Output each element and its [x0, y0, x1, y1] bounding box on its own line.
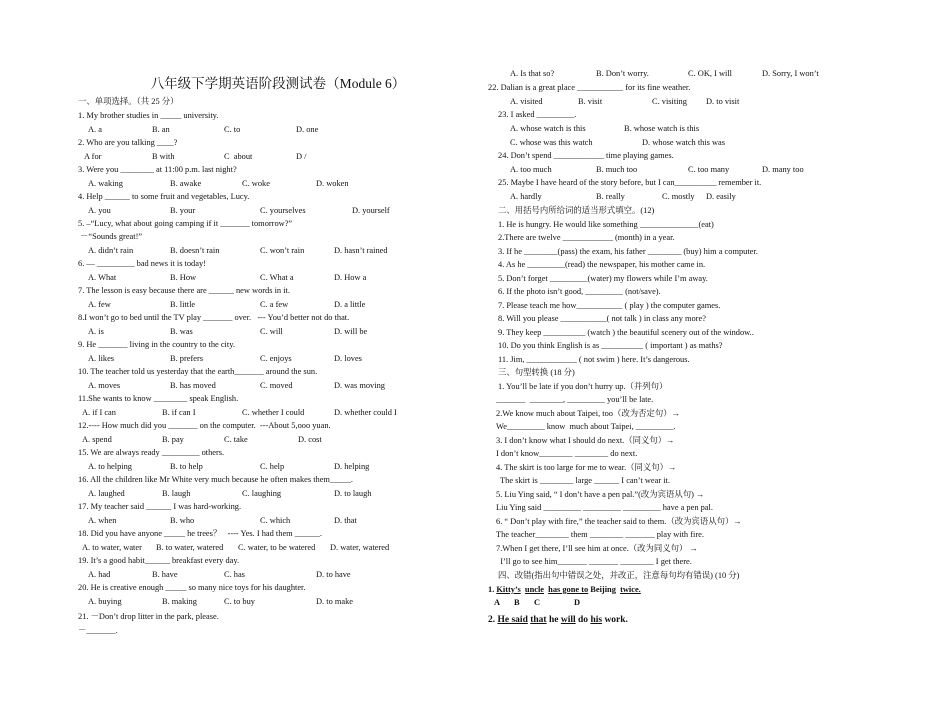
question-19: 19. It’s a good habit______ breakfast every day. [78, 556, 240, 565]
error-1-part-c: has gone to [548, 585, 589, 594]
q10-option-b: B. has moved [170, 381, 216, 390]
q4-option-d: D. yourself [352, 206, 390, 215]
section-1-heading: 一、单项选择。（共 25 分） [78, 97, 179, 106]
error-1-mark-d: D [574, 598, 581, 607]
q8-option-d: D. will be [334, 327, 368, 336]
question-21: 21. －Don’t drop litter in the park, please. [78, 612, 219, 621]
q24-option-a: A. too much [510, 165, 552, 174]
q5-option-b: B. doesn’t rain [170, 246, 220, 255]
q16-option-c: C. laughing [242, 489, 282, 498]
error-correction-2 [488, 615, 628, 626]
error-1-part-a: Kitty’s [496, 585, 521, 594]
q21-option-c: C. OK, I will [688, 69, 732, 78]
q19-option-a: A. had [88, 570, 111, 579]
q4-option-b: B. your [170, 206, 196, 215]
section-4-heading: 四、改错(指出句中错误之处，并改正，注意每句均有错误) (10 分) [498, 571, 740, 580]
q10-option-a: A. moves [88, 381, 121, 390]
q25-option-b: B. really [596, 192, 625, 201]
q7-option-c: C. a few [260, 300, 289, 309]
error-1-mark-a: A [494, 598, 501, 607]
error-2-part-a: He said [497, 615, 528, 625]
q5-option-c: C. won’t rain [260, 246, 305, 255]
error-1-number: 1. [488, 585, 495, 594]
transform-3: 3. I don’t know what I should do next.（同义句）→ [496, 436, 675, 445]
q8-option-b: B. was [170, 327, 193, 336]
q21-option-b: B. Don’t worry. [596, 69, 649, 78]
question-9: 9. He _______ living in the country to the city. [78, 340, 235, 349]
question-16: 16. All the children like Mr White very much because he often makes them_____. [78, 475, 353, 484]
q22-option-c: C. visiting [652, 97, 687, 106]
question-1: 1. My brother studies in _____ university. [78, 111, 219, 120]
transform-1: 1. You’ll be late if you don’t hurry up.（并列句） [498, 382, 668, 391]
error-2-part-d: his [590, 615, 603, 625]
q17-option-a: A. when [88, 516, 117, 525]
q8-option-a: A. is [88, 327, 104, 336]
q16-option-b: B. laugh [162, 489, 191, 498]
q18-option-c: C. water, to be watered [238, 543, 316, 552]
q3-option-d: D. woken [316, 179, 349, 188]
q3-option-b: B. awake [170, 179, 202, 188]
q3-option-c: C. woke [242, 179, 270, 188]
question-5: 5. –“Lucy, what about going camping if it _______ tomorrow?” [78, 219, 293, 228]
q1-option-b: B. an [152, 125, 170, 134]
transform-5: 5. Liu Ying said, “ I don’t have a pen pal.”(改为宾语从句) → [496, 490, 705, 499]
question-22: 22. Dalian is a great place ___________ for its fine weather. [488, 83, 691, 92]
q17-option-d: D. that [334, 516, 357, 525]
q24-option-c: C. too many [688, 165, 730, 174]
error-2-word-do: do [578, 615, 589, 625]
q11-option-c: C. whether I could [242, 408, 305, 417]
q12-option-d: D. cost [298, 435, 322, 444]
section-2-heading: 二、用括号内所给词的适当形式填空。(12) [498, 206, 655, 215]
q18-option-b: B. to water, watered [156, 543, 224, 552]
q6-option-b: B. How [170, 273, 197, 282]
q9-option-c: C. enjoys [260, 354, 292, 363]
fill-6: 6. If the photo isn’t good, _________ (not/save). [498, 287, 661, 296]
q21-option-a: A. Is that so? [510, 69, 555, 78]
q5-option-d: D. hasn’t rained [334, 246, 388, 255]
transform-7: 7.When I get there, I’ll see him at once.（改为同义句） → [496, 544, 698, 553]
question-17: 17. My teacher said ______ I was hard-working. [78, 502, 242, 511]
fill-4: 4. As he _________(read) the newspaper, his mother came in. [498, 260, 706, 269]
q8-option-c: C. will [260, 327, 283, 336]
question-10: 10. The teacher told us yesterday that the earth_______ around the sun. [78, 367, 318, 376]
q2-option-b: B with [152, 152, 175, 161]
question-5-reply: －“Sounds great!” [80, 232, 143, 241]
q17-option-c: C. which [260, 516, 291, 525]
q15-option-a: A. to helping [88, 462, 132, 471]
q23-option-d: D. whose watch this was [642, 138, 726, 147]
q12-option-b: B. pay [162, 435, 184, 444]
transform-4: 4. The skirt is too large for me to wear.（同义句）→ [496, 463, 677, 472]
question-12: 12.---- How much did you _______ on the computer. ---About 5,ooo yuan. [78, 421, 331, 430]
q20-option-b: B. making [162, 597, 197, 606]
q19-option-b: B. have [152, 570, 178, 579]
q2-option-a: A for [84, 152, 102, 161]
q20-option-a: A. buying [88, 597, 122, 606]
error-correction-1 [488, 584, 641, 595]
q23-option-c: C. whose was this watch [510, 138, 593, 147]
question-25: 25. Maybe I have heard of the story before, but I can__________ remember it. [498, 178, 762, 187]
q19-option-c: C. has [224, 570, 245, 579]
q1-option-d: D. one [296, 125, 319, 134]
q1-option-c: C. to [224, 125, 241, 134]
fill-7: 7. Please teach me how___________ ( play ) the computer games. [498, 301, 721, 310]
q1-option-a: A. a [88, 125, 102, 134]
q25-option-a: A. hardly [510, 192, 542, 201]
q18-option-a: A. to water, water [82, 543, 142, 552]
q24-option-b: B. much too [596, 165, 638, 174]
q16-option-a: A. laughed [88, 489, 125, 498]
q11-option-b: B. if can I [162, 408, 196, 417]
error-1-part-b: uncle [524, 585, 544, 594]
page-title: 八年级下学期英语阶段测试卷（Module 6） [150, 76, 406, 91]
q3-option-a: A. waking [88, 179, 123, 188]
fill-5: 5. Don’t forget _________(water) my flowers while I’m away. [498, 274, 708, 283]
question-2: 2. Who are you talking ____? [78, 138, 178, 147]
q21-option-d: D. Sorry, I won’t [762, 69, 819, 78]
q9-option-d: D. loves [334, 354, 362, 363]
transform-4-answer: The skirt is ________ large ______ I can’t wear it. [496, 476, 670, 485]
q11-option-a: A. if I can [82, 408, 116, 417]
q6-option-d: D. How a [334, 273, 367, 282]
transform-7-answer: I’ll go to see him_______ _______ ________ I get there. [496, 557, 692, 566]
q2-option-c: C about [224, 152, 253, 161]
error-2-part-c: will [560, 615, 576, 625]
q22-option-a: A. visited [510, 97, 543, 106]
section-3-heading: 三、句型转换 (18 分) [498, 368, 575, 377]
fill-10: 10. Do you think English is as __________ ( important ) as maths? [498, 341, 723, 350]
q16-option-d: D. to laugh [334, 489, 372, 498]
q11-option-d: D. whether could I [334, 408, 397, 417]
q4-option-a: A. you [88, 206, 111, 215]
error-1-mark-b: B [514, 598, 520, 607]
question-6: 6. — _________ bad news it is today! [78, 259, 206, 268]
transform-3-answer: I don’t know________ ________ do next. [496, 449, 638, 458]
q22-option-b: B. visit [578, 97, 603, 106]
q10-option-d: D. was moving [334, 381, 385, 390]
q5-option-a: A. didn’t rain [88, 246, 134, 255]
transform-2-answer: We_________ know much about Taipei, _________. [496, 422, 676, 431]
question-11: 11.She wants to know ________ speak English. [78, 394, 239, 403]
question-3: 3. Were you ________ at 11:00 p.m. last night? [78, 165, 237, 174]
q2-option-d: D / [296, 152, 307, 161]
error-2-part-b: that [530, 615, 547, 625]
q15-option-d: D. helping [334, 462, 370, 471]
q4-option-c: C. yourselves [260, 206, 306, 215]
q12-option-a: A. spend [82, 435, 112, 444]
q7-option-d: D. a little [334, 300, 366, 309]
error-1-mark-c: C [534, 598, 541, 607]
q20-option-c: C. to buy [224, 597, 255, 606]
question-18: 18. Did you have anyone _____ he trees？ ---- Yes. I had them ______. [78, 529, 322, 538]
q17-option-b: B. who [170, 516, 195, 525]
q18-option-d: D. water, watered [330, 543, 390, 552]
question-8: 8.I won’t go to bed until the TV play _______ over. --- You’d better not do that. [78, 313, 350, 322]
transform-5-answer: Liu Ying said _________ _________ _________ have a pen pal. [496, 503, 713, 512]
question-21-reply: －_______. [78, 626, 118, 635]
fill-9: 9. They keep __________ (watch ) the beautiful scenery out of the window.. [498, 328, 754, 337]
fill-2: 2.There are twelve ____________ (month) in a year. [498, 233, 675, 242]
fill-11: 11. Jim, ____________ ( not swim ) here. It’s dangerous. [498, 355, 690, 364]
question-24: 24. Don’t spend ____________ time playing games. [498, 151, 674, 160]
q15-option-b: B. to help [170, 462, 203, 471]
error-1-word-beijing: Beijing [590, 585, 616, 594]
q7-option-a: A. few [88, 300, 111, 309]
fill-8: 8. Will you please ___________( not talk ) in class any more? [498, 314, 706, 323]
transform-2: 2.We know much about Taipei, too（改为否定句）→ [496, 409, 680, 418]
fill-3: 3. If he ________(pass) the exam, his father ________ (buy) him a computer. [498, 247, 758, 256]
transform-6: 6. “ Don’t play with fire,” the teacher said to them.（改为宾语从句）→ [496, 517, 742, 526]
question-4: 4. Help ______ to some fruit and vegetables, Lucy. [78, 192, 250, 201]
question-7: 7. The lesson is easy because there are ______ new words in it. [78, 286, 290, 295]
q22-option-d: D. to visit [706, 97, 740, 106]
q24-option-d: D. many too [762, 165, 804, 174]
q25-option-c: C. mostly [662, 192, 695, 201]
q9-option-a: A. likes [88, 354, 115, 363]
question-20: 20. He is creative enough _____ so many nice toys for his daughter. [78, 583, 306, 592]
q10-option-c: C. moved [260, 381, 293, 390]
q9-option-b: B. prefers [170, 354, 204, 363]
question-23: 23. I asked _________. [498, 110, 577, 119]
q7-option-b: B. little [170, 300, 196, 309]
question-15: 15. We are always ready _________ others. [78, 448, 225, 457]
q23-option-a: A. whose watch is this [510, 124, 586, 133]
q15-option-c: C. help [260, 462, 285, 471]
q6-option-c: C. What a [260, 273, 294, 282]
error-2-word-he: he [548, 615, 559, 625]
error-1-part-d: twice. [620, 585, 641, 594]
q20-option-d: D. to make [316, 597, 353, 606]
error-2-number: 2. [488, 615, 496, 625]
q23-option-b: B. whose watch is this [624, 124, 700, 133]
fill-1: 1. He is hungry. He would like something ______________(eat) [498, 220, 714, 229]
q6-option-a: A. What [88, 273, 117, 282]
q19-option-d: D. to have [316, 570, 351, 579]
q12-option-c: C. take [224, 435, 248, 444]
q25-option-d: D. easily [706, 192, 736, 201]
transform-6-answer: The teacher________ them ________ _______ play with fire. [496, 530, 704, 539]
error-2-word-work: work. [604, 615, 628, 625]
transform-1-answer: _______ ________, _________ you’ll be late. [496, 395, 654, 404]
